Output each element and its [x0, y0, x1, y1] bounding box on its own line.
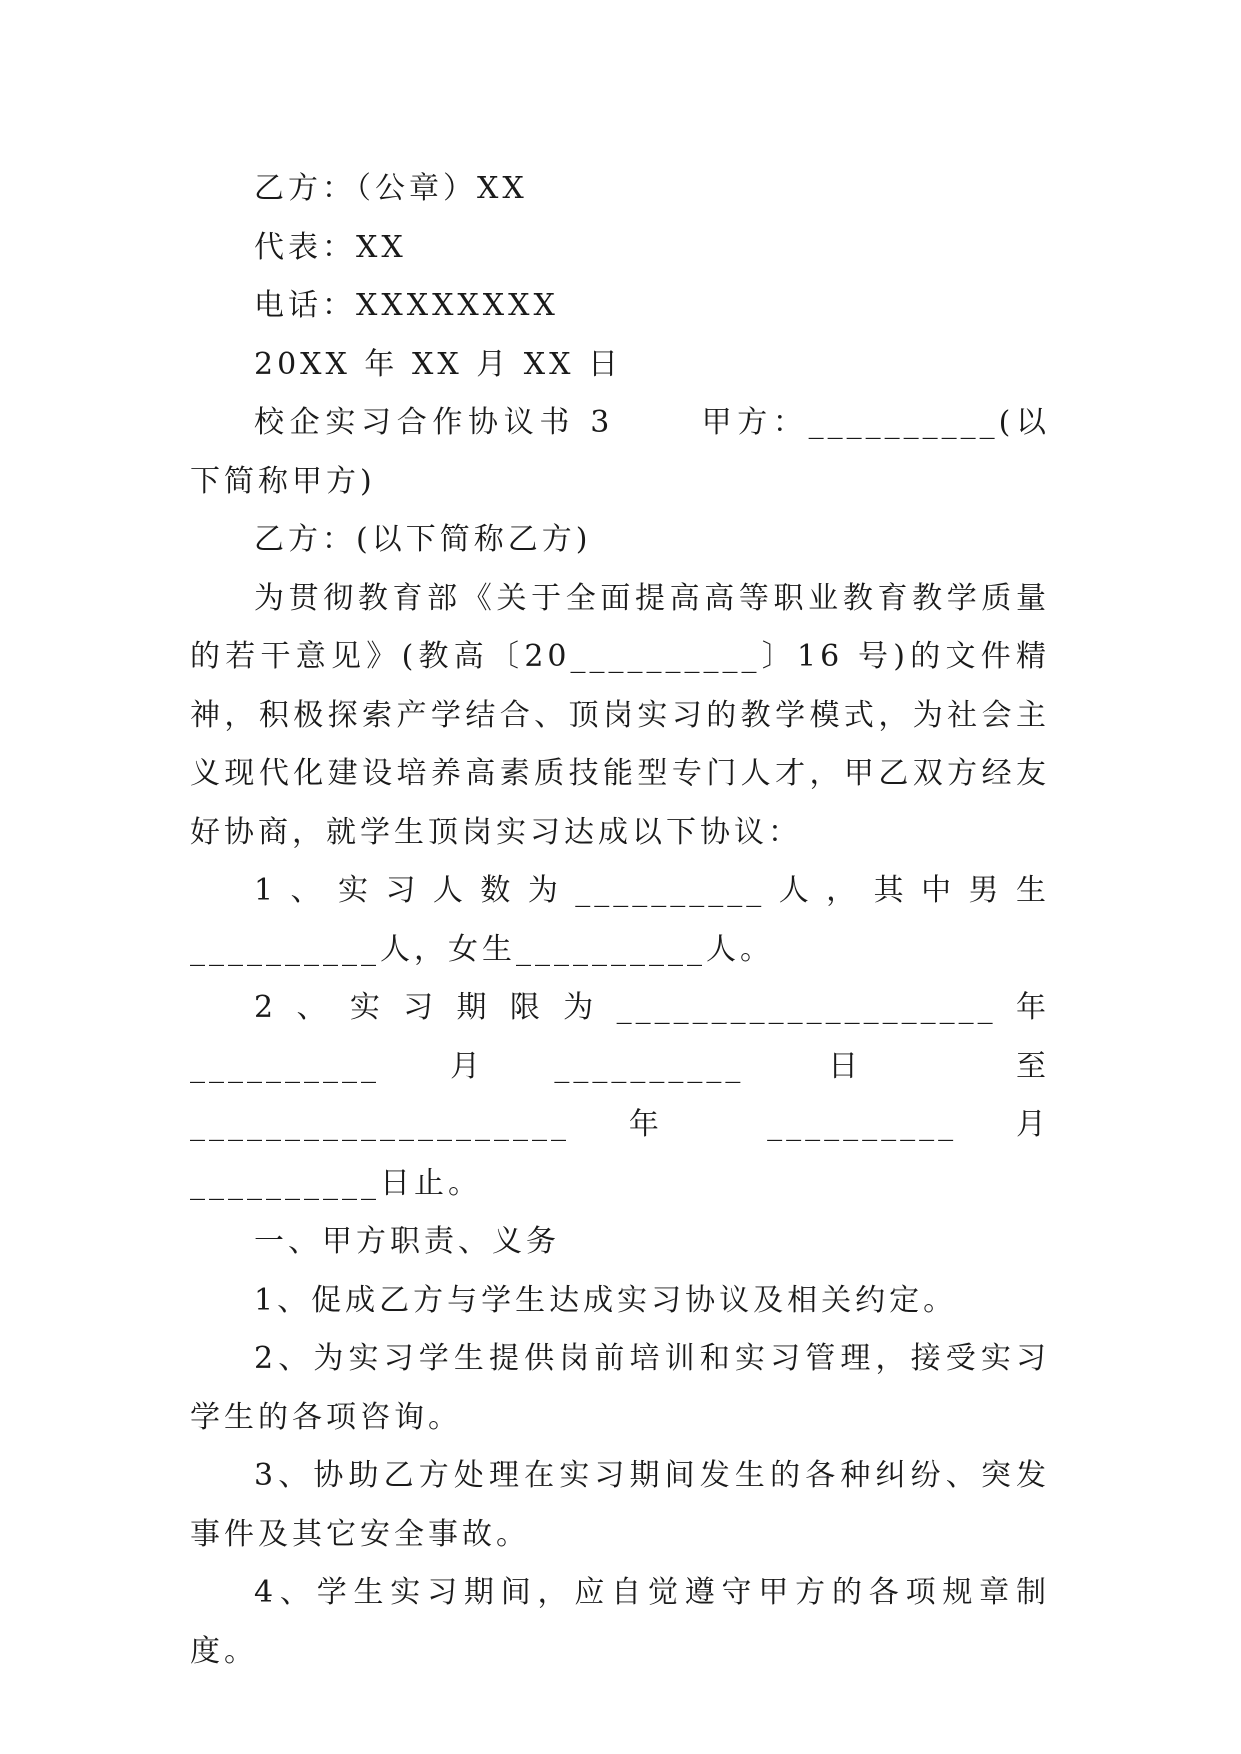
party-b-seal-line: 乙方：（公章）XX [254, 171, 528, 206]
agreement-heading-paragraph: 校企实习合作协议书 3 甲方：__________(以下简称甲方) [190, 405, 1050, 499]
phone-line: 电话：XXXXXXXX [254, 288, 559, 323]
representative-line: 代表：XX [254, 229, 407, 265]
date-line: 20XX 年 XX 月 XX 日 [254, 346, 622, 382]
duty-item: 2、为实习学生提供岗前培训和实习管理，接受实习学生的各项咨询。 [190, 1341, 1050, 1435]
duty-item: 4、学生实习期间，应自觉遵守甲方的各项规章制度。 [190, 1575, 1050, 1669]
document-page [190, 160, 1050, 1681]
party-a-duties-heading: 一、甲方职责、义务 [254, 1224, 560, 1259]
duty-item: 1、促成乙方与学生达成实习协议及相关约定。 [254, 1282, 958, 1318]
party-b-line: 乙方：(以下简称乙方) [254, 522, 592, 557]
item-internship-period: 2、实习期限为____________________年__________月__________ 日 至 ____________________ 年 __________ 月__________日止。 [190, 990, 1050, 1201]
item-internship-count: 1、实习人数为__________人，其中男生__________人，女生__________人。 [190, 873, 1050, 967]
duty-item: 3、协助乙方处理在实习期间发生的各种纠纷、突发事件及其它安全事故。 [190, 1458, 1050, 1552]
intro-paragraph: 为贯彻教育部《关于全面提高高等职业教育教学质量的若干意见》(教高〔20__________〕16 号)的文件精神，积极探索产学结合、顶岗实习的教学模式，为社会主义现代化建设培养高素质技能型专门人才，甲乙双方经友好协商，就学生顶岗实习达成以下协议： [190, 580, 1050, 850]
